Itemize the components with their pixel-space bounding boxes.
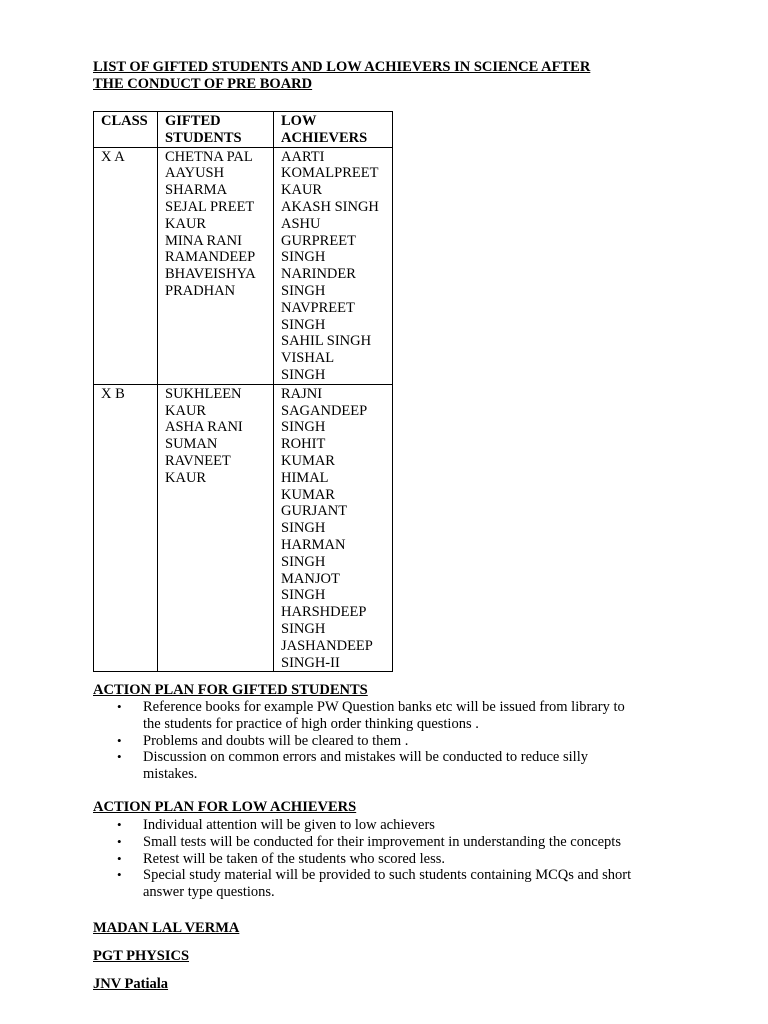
teacher-name: MADAN LAL VERMA xyxy=(93,920,240,936)
student-name: VISHAL xyxy=(281,350,335,367)
student-name: MINA RANI xyxy=(165,232,242,249)
student-name: NAVPREET xyxy=(281,299,355,316)
student-name: AKASH SINGH xyxy=(281,198,379,215)
list-item xyxy=(93,733,673,750)
list-item-text: answer type questions. xyxy=(143,884,275,901)
list-item xyxy=(93,749,673,783)
student-name: KOMALPREET xyxy=(281,165,379,182)
list-item xyxy=(93,817,673,834)
student-name: RAJNI xyxy=(281,385,323,402)
bullet-icon: • xyxy=(117,732,122,748)
student-name: SINGH xyxy=(281,282,326,299)
bullet-icon: • xyxy=(117,833,122,849)
bullet-icon: • xyxy=(117,850,122,866)
student-name: SINGH xyxy=(281,316,326,333)
list-item-text: Special study material will be provided to such students containing MCQs and short xyxy=(143,867,632,884)
bullet-icon: • xyxy=(117,749,122,765)
bullet-icon: • xyxy=(117,699,122,714)
student-name: MANJOT xyxy=(281,570,340,587)
student-name: KAUR xyxy=(165,402,207,419)
student-name: SEJAL PREET xyxy=(165,198,255,215)
table-header-row xyxy=(94,112,393,148)
student-name: ASHA RANI xyxy=(165,419,243,436)
low-plan-list xyxy=(93,817,673,901)
gifted-plan-list xyxy=(93,699,673,783)
teacher-designation: PGT PHYSICS xyxy=(93,948,190,964)
student-name: RAMANDEEP xyxy=(165,249,256,266)
list-item-text: Individual attention will be given to low achievers xyxy=(143,817,435,833)
student-name: AAYUSH xyxy=(165,165,225,182)
gifted-plan-heading: ACTION PLAN FOR GIFTED STUDENTS xyxy=(93,682,368,698)
student-name: GURJANT xyxy=(281,503,348,520)
bullet-icon: • xyxy=(117,867,122,883)
student-name: SINGH xyxy=(281,366,326,383)
header-low-achievers: LOW ACHIEVERS xyxy=(274,112,393,148)
list-item xyxy=(93,851,673,868)
header-class: CLASS xyxy=(94,112,158,148)
student-name: JASHANDEEP xyxy=(281,637,373,654)
student-name: SINGH xyxy=(281,587,326,604)
student-name: SUKHLEEN xyxy=(165,385,242,402)
student-name: KAUR xyxy=(165,215,207,232)
low-achievers-cell xyxy=(274,384,393,672)
student-name: KUMAR xyxy=(281,486,335,503)
student-name: SINGH xyxy=(281,249,326,266)
list-item-text: mistakes. xyxy=(143,766,198,783)
students-table xyxy=(93,111,393,672)
list-item-text: Discussion on common errors and mistakes will be conducted to reduce silly xyxy=(143,749,588,766)
student-name: HARSHDEEP xyxy=(281,604,367,621)
school-name: JNV Patiala xyxy=(93,976,169,992)
header-gifted: GIFTED STUDENTS xyxy=(158,112,274,148)
document-title xyxy=(93,59,693,93)
student-name: SINGH-II xyxy=(281,654,340,671)
student-name: SAHIL SINGH xyxy=(281,333,372,350)
student-name: HARMAN xyxy=(281,536,346,553)
title-line-1: LIST OF GIFTED STUDENTS AND LOW ACHIEVERS IN SCIENCE AFTER xyxy=(93,59,591,75)
student-name: SHARMA xyxy=(165,182,228,199)
list-item-text: the students for practice of high order thinking questions . xyxy=(143,715,479,732)
list-item xyxy=(93,834,673,851)
student-name: ROHIT xyxy=(281,436,326,453)
student-name: KUMAR xyxy=(281,452,335,469)
student-name: GURPREET xyxy=(281,232,356,249)
class-cell: X B xyxy=(94,384,158,672)
student-name: HIMAL xyxy=(281,469,329,486)
student-name: KAUR xyxy=(281,182,323,199)
list-item xyxy=(93,699,673,733)
student-name: AARTI xyxy=(281,148,325,165)
low-plan-heading: ACTION PLAN FOR LOW ACHIEVERS xyxy=(93,799,357,815)
low-achievers-cell xyxy=(274,147,393,384)
student-name: SINGH xyxy=(281,419,326,436)
student-name: SINGH xyxy=(281,620,326,637)
student-name: RAVNEET xyxy=(165,452,231,469)
list-item-text: Problems and doubts will be cleared to them . xyxy=(143,732,409,749)
student-name: ASHU xyxy=(281,215,321,232)
list-item-text: Retest will be taken of the students who scored less. xyxy=(143,850,446,867)
bullet-icon: • xyxy=(117,817,122,832)
gifted-cell xyxy=(158,147,274,384)
list-item-text: Small tests will be conducted for their improvement in understanding the concepts xyxy=(143,833,621,850)
student-name: SINGH xyxy=(281,553,326,570)
student-name: SAGANDEEP xyxy=(281,402,368,419)
table-row xyxy=(94,147,393,384)
class-cell: X A xyxy=(94,147,158,384)
gifted-cell xyxy=(158,384,274,672)
list-item-text: Reference books for example PW Question banks etc will be issued from library to xyxy=(143,699,625,715)
student-name: NARINDER xyxy=(281,266,356,283)
student-name: PRADHAN xyxy=(165,282,236,299)
student-name: BHAVEISHYA xyxy=(165,266,256,283)
list-item xyxy=(93,867,673,901)
student-name: SINGH xyxy=(281,520,326,537)
student-name: CHETNA PAL xyxy=(165,148,253,165)
student-name: KAUR xyxy=(165,469,207,486)
table-row xyxy=(94,384,393,672)
title-line-2: THE CONDUCT OF PRE BOARD xyxy=(93,76,313,92)
student-name: SUMAN xyxy=(165,436,218,453)
